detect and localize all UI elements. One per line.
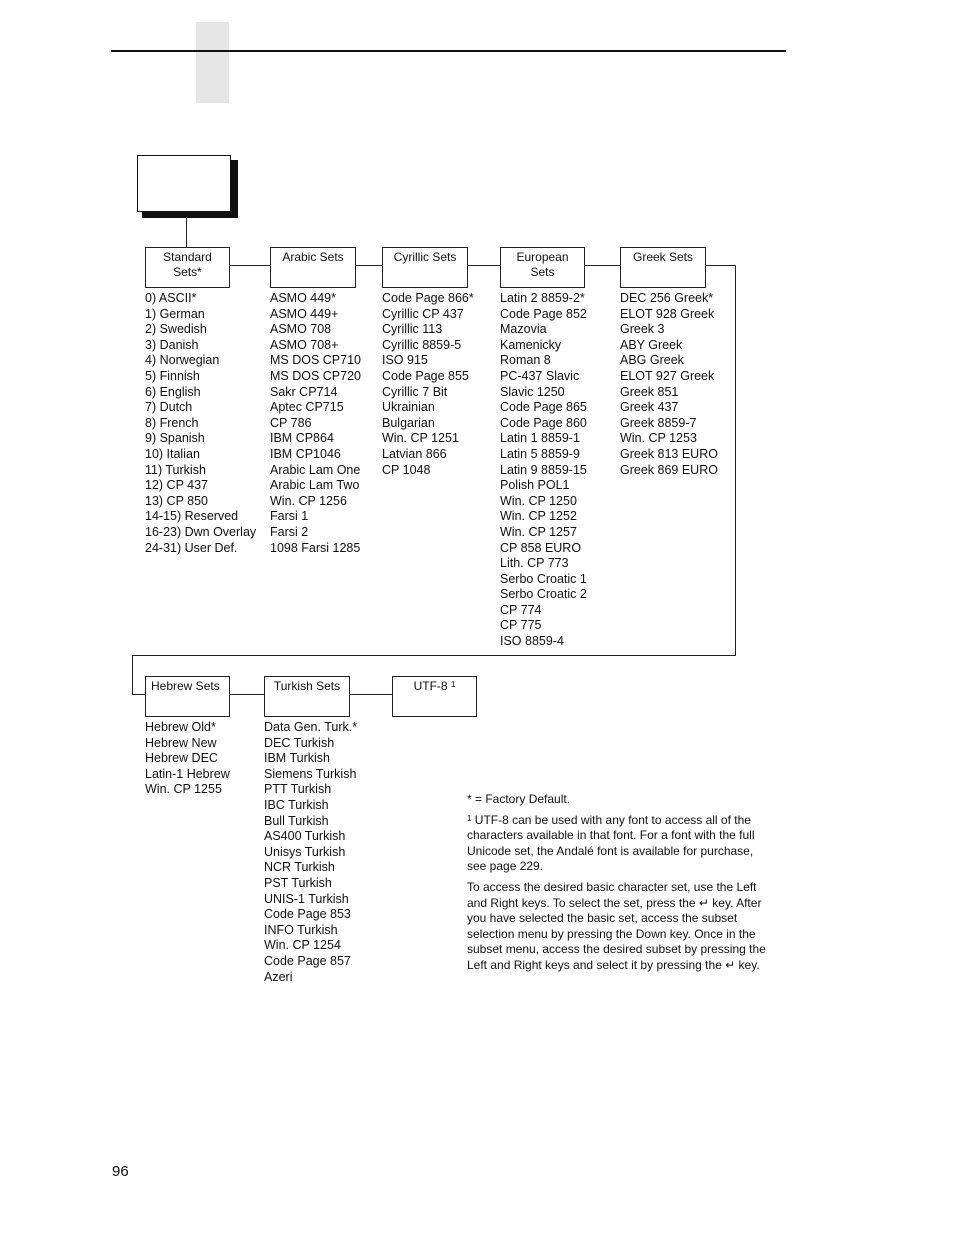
list-item: Win. CP 1257 — [500, 524, 577, 539]
list-item: Win. CP 1253 — [620, 431, 697, 446]
list-item: Code Page 853 — [264, 907, 351, 922]
wrap-connector — [132, 655, 133, 695]
set-label: Cyrillic Sets — [393, 250, 457, 264]
list-item: Cyrillic CP 437 — [382, 306, 464, 321]
list-item: Lith. CP 773 — [500, 556, 569, 571]
connector — [467, 265, 500, 266]
list-item: DEC Turkish — [264, 735, 335, 750]
list-item: ABY Greek — [620, 337, 683, 352]
list-item: MS DOS CP710 — [270, 353, 362, 368]
list-item: 1098 Farsi 1285 — [270, 540, 361, 555]
page-number: 96 — [112, 1163, 129, 1180]
list-item: Cyrillic 113 — [382, 322, 443, 337]
list-item: ABG Greek — [620, 353, 684, 368]
wrap-connector — [735, 265, 736, 656]
list-item: Polish POL1 — [500, 478, 570, 493]
list-item: IBM CP864 — [270, 431, 334, 446]
list-item: Latin 9 8859-15 — [500, 462, 587, 477]
utf8-footnote: $^1$ UTF-8 can be used with any font to access all of the characters available in that font. For a font with the full Unicode set, the Andalé font is available for purchase, see page 229. — [467, 812, 755, 874]
list-item: Win. CP 1251 — [382, 431, 459, 446]
list-item: Sakr CP714 — [270, 384, 338, 399]
list-item: Greek 3 — [620, 322, 665, 337]
list-item: ISO 915 — [382, 353, 428, 368]
footnote-marker: 1 — [467, 813, 472, 823]
list-item: Data Gen. Turk.* — [264, 720, 358, 734]
list-item: Code Page 857 — [264, 953, 351, 968]
list-item: Arabic Lam One — [270, 462, 361, 477]
footnote-marker: 1 — [450, 680, 456, 689]
list-item: Code Page 866* — [382, 291, 474, 305]
list-item: Hebrew DEC — [145, 751, 218, 766]
list-item: IBM CP1046 — [270, 446, 341, 461]
list-item: Code Page 855 — [382, 368, 469, 383]
notes-block — [467, 792, 772, 979]
chapter-tab — [196, 22, 229, 103]
list-item: ASMO 449+ — [270, 306, 339, 321]
list-item: AS400 Turkish — [264, 829, 346, 844]
list-item: 24-31) User Def. — [145, 540, 238, 555]
list-item: 0) ASCII* — [145, 291, 197, 305]
connector — [355, 265, 382, 266]
list-item: Greek 851 — [620, 384, 679, 399]
list-item: Latin 1 8859-1 — [500, 431, 580, 446]
turkish-sets-box — [264, 676, 350, 717]
list-item: INFO Turkish — [264, 922, 338, 937]
set-label: UTF-8 — [413, 679, 448, 693]
header-rule — [111, 50, 786, 52]
list-item: Latvian 866 — [382, 446, 447, 461]
list-item: Kamenicky — [500, 337, 562, 352]
list-item: Arabic Lam Two — [270, 478, 360, 493]
hebrew-sets-list — [145, 720, 230, 798]
list-item: Win. CP 1255 — [145, 782, 222, 797]
list-item: Code Page 865 — [500, 400, 587, 415]
list-item: Greek 437 — [620, 400, 679, 415]
list-item: Hebrew Old* — [145, 720, 216, 734]
greek-sets-box — [620, 247, 706, 288]
list-item: Greek 8859-7 — [620, 415, 697, 430]
enter-key-icon: ↵ — [725, 957, 736, 972]
list-item: DEC 256 Greek* — [620, 291, 714, 305]
list-item: Code Page 860 — [500, 415, 587, 430]
set-label: Standard Sets* — [163, 250, 212, 279]
list-item: UNIS-1 Turkish — [264, 891, 349, 906]
list-item: Cyrillic 8859-5 — [382, 337, 462, 352]
list-item: Code Page 852 — [500, 306, 587, 321]
cyrillic-sets-box — [382, 247, 468, 288]
set-label: Greek Sets — [632, 250, 694, 264]
set-label: Turkish Sets — [273, 679, 341, 693]
list-item: Siemens Turkish — [264, 766, 357, 781]
list-item: ELOT 928 Greek — [620, 306, 715, 321]
list-item: CP 786 — [270, 415, 312, 430]
connector — [229, 265, 270, 266]
wrap-connector — [132, 655, 736, 656]
list-item: CP 858 EURO — [500, 540, 582, 555]
connector — [584, 265, 620, 266]
list-item: 16-23) Dwn Overlay — [145, 524, 257, 539]
list-item: Bulgarian — [382, 415, 435, 430]
list-item: Win. CP 1256 — [270, 493, 347, 508]
european-sets-list — [500, 291, 587, 650]
list-item: Serbo Croatic 2 — [500, 587, 587, 602]
factory-default-note: * = Factory Default. — [467, 792, 571, 806]
list-item: 3) Danish — [145, 337, 199, 352]
list-item: 5) Finnish — [145, 368, 200, 383]
set-label: European Sets — [516, 250, 569, 279]
list-item: Slavic 1250 — [500, 384, 565, 399]
list-item: PC-437 Slavic — [500, 368, 580, 383]
set-label: Hebrew Sets — [151, 679, 220, 693]
list-item: ASMO 449* — [270, 291, 337, 305]
list-item: ISO 8859-4 — [500, 634, 564, 649]
list-item: ASMO 708 — [270, 322, 332, 337]
access-instructions: To access the desired basic character set, use the Left and Right keys. To select the set, press the ↵ key. After you have selected the basic set, access the subset selection menu by pressing the Down key. Once in the subset menu, access the desired subset by pressing the Left and Right keys and select it by pressing the ↵ key. — [467, 879, 766, 972]
wrap-connector — [132, 694, 145, 695]
connector — [349, 694, 392, 695]
list-item: 6) English — [145, 384, 201, 399]
list-item: PTT Turkish — [264, 782, 332, 797]
list-item: ASMO 708+ — [270, 337, 339, 352]
list-item: Win. CP 1250 — [500, 493, 577, 508]
list-item: 2) Swedish — [145, 322, 207, 337]
list-item: Cyrillic 7 Bit — [382, 384, 448, 399]
list-item: Aptec CP715 — [270, 400, 344, 415]
list-item: Win. CP 1254 — [264, 938, 341, 953]
list-item: 10) Italian — [145, 446, 200, 461]
list-item: 13) CP 850 — [145, 493, 209, 508]
list-item: ELOT 927 Greek — [620, 368, 715, 383]
list-item: Latin-1 Hebrew — [145, 766, 230, 781]
list-item: 4) Norwegian — [145, 353, 220, 368]
list-item: Win. CP 1252 — [500, 509, 577, 524]
list-item: 14-15) Reserved — [145, 509, 239, 524]
list-item: Bull Turkish — [264, 813, 329, 828]
standard-sets-list — [145, 291, 256, 556]
list-item: CP 1048 — [382, 462, 431, 477]
list-item: Farsi 1 — [270, 509, 309, 524]
list-item: 11) Turkish — [145, 462, 206, 477]
list-item: IBM Turkish — [264, 751, 330, 766]
list-item: 7) Dutch — [145, 400, 193, 415]
list-item: CP 775 — [500, 618, 542, 633]
list-item: Farsi 2 — [270, 524, 309, 539]
enter-key-icon: ↵ — [698, 895, 709, 910]
list-item: Azeri — [264, 969, 293, 984]
hebrew-sets-box — [145, 676, 230, 717]
list-item: 1) German — [145, 306, 205, 321]
list-item: Hebrew New — [145, 735, 217, 750]
list-item: Greek 869 EURO — [620, 462, 718, 477]
utf8-box — [392, 676, 477, 717]
list-item: Unisys Turkish — [264, 844, 346, 859]
connector — [705, 265, 736, 266]
list-item: 9) Spanish — [145, 431, 205, 446]
list-item: Roman 8 — [500, 353, 551, 368]
cyrillic-sets-list — [382, 291, 474, 478]
list-item: Serbo Croatic 1 — [500, 571, 587, 586]
list-item: Ukrainian — [382, 400, 435, 415]
list-item: CP 774 — [500, 602, 542, 617]
arabic-sets-box — [270, 247, 356, 288]
list-item: 8) French — [145, 415, 199, 430]
european-sets-box — [500, 247, 585, 288]
set-label: Arabic Sets — [282, 250, 344, 264]
turkish-sets-list — [264, 720, 357, 985]
list-item: Greek 813 EURO — [620, 446, 718, 461]
root-menu-box — [137, 155, 231, 212]
list-item: Latin 5 8859-9 — [500, 446, 580, 461]
list-item: MS DOS CP720 — [270, 368, 362, 383]
list-item: IBC Turkish — [264, 797, 329, 812]
root-connector — [186, 217, 187, 247]
list-item: Latin 2 8859-2* — [500, 291, 585, 305]
list-item: 12) CP 437 — [145, 478, 209, 493]
list-item: Mazovia — [500, 322, 547, 337]
arabic-sets-list — [270, 291, 361, 556]
standard-sets-box — [145, 247, 230, 288]
list-item: NCR Turkish — [264, 860, 335, 875]
greek-sets-list — [620, 291, 718, 478]
list-item: PST Turkish — [264, 875, 332, 890]
connector — [229, 694, 264, 695]
